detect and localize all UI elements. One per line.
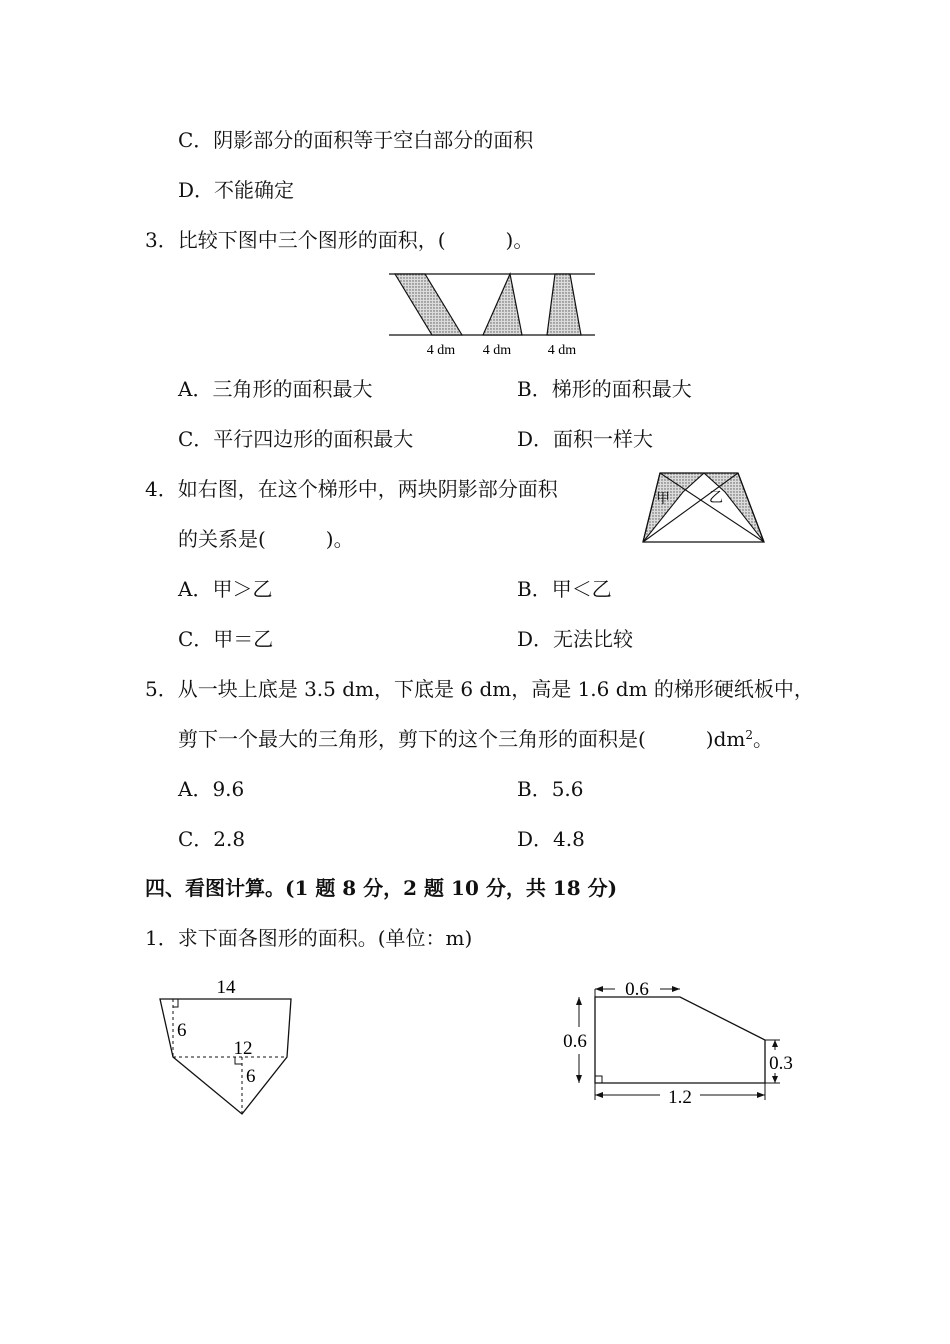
q5-stem-line1: 5．从一块上底是 3.5 dm，下底是 6 dm，高是 1.6 dm 的梯形硬纸板中， [145, 677, 814, 701]
calc-figure-1 [140, 970, 310, 1120]
calc-figure-2 [555, 972, 800, 1112]
q3-option-a: A．三角形的面积最大 [178, 377, 373, 401]
q4-option-a: A．甲＞乙 [178, 577, 273, 601]
q5-option-c: C．2.8 [178, 827, 246, 851]
q4-label-yi: 乙 [709, 490, 723, 506]
fig1-label-height: 6 [177, 1020, 187, 1041]
fig1-label-tri-height: 6 [246, 1066, 256, 1087]
q3-label-1: 4 dm [426, 343, 456, 358]
q4-option-c: C．甲＝乙 [178, 627, 274, 651]
fig1-label-base: 12 [233, 1038, 253, 1059]
q4-label-jia: 甲 [656, 491, 670, 507]
q3-parallelogram [395, 274, 462, 335]
q3-option-c: C．平行四边形的面积最大 [178, 427, 414, 451]
q4-stem-line2: 的关系是( )。 [178, 527, 354, 551]
q3-label-3: 4 dm [547, 343, 577, 358]
q5-option-b: B．5.6 [517, 777, 584, 801]
q4-stem-line1: 4．如右图，在这个梯形中，两块阴影部分面积 [145, 477, 558, 501]
q5-stem-line2: 剪下一个最大的三角形，剪下的这个三角形的面积是( )$dm^2$。 [178, 727, 774, 751]
q2-option-c: C．阴影部分的面积等于空白部分的面积 [178, 128, 534, 152]
q4-region-yi [704, 473, 764, 542]
q3-figure [385, 268, 600, 363]
section4-title: 四、看图计算。(1 题 8 分，2 题 10 分，共 18 分) [145, 876, 618, 900]
fig1-label-top: 14 [216, 977, 236, 998]
q4-option-d: D．无法比较 [517, 627, 634, 651]
q3-option-b: B．梯形的面积最大 [517, 377, 692, 401]
q5-option-a: A．9.6 [178, 777, 245, 801]
q4-option-b: B．甲＜乙 [517, 577, 612, 601]
q2-option-d: D．不能确定 [178, 178, 295, 202]
fig2-label-bottom: 1.2 [668, 1087, 692, 1108]
q4-figure [640, 470, 768, 546]
fig2-label-right: 0.3 [769, 1053, 793, 1074]
section4-q1-stem: 1．求下面各图形的面积。(单位：m) [145, 926, 473, 950]
fig2-label-top: 0.6 [625, 979, 649, 1000]
q5-option-d: D．4.8 [517, 827, 585, 851]
q3-trapezoid [547, 274, 581, 335]
q3-triangle [483, 274, 522, 335]
q3-label-2: 4 dm [482, 343, 512, 358]
fig2-label-left: 0.6 [563, 1031, 587, 1052]
q3-option-d: D．面积一样大 [517, 427, 654, 451]
q3-stem: 3．比较下图中三个图形的面积，( )。 [145, 228, 534, 252]
